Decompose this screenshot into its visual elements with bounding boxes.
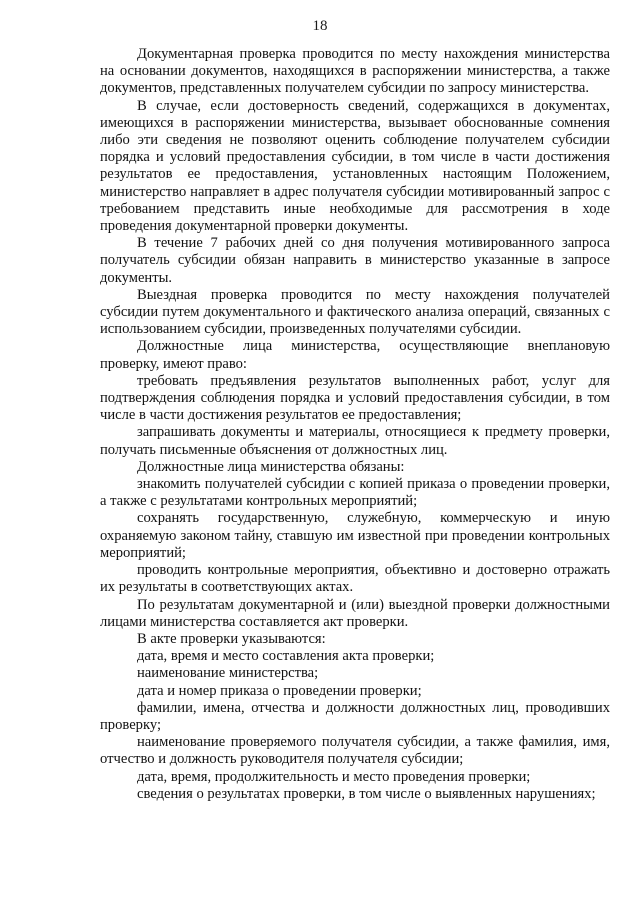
paragraph: проводить контрольные мероприятия, объективно и достоверно отражать их результаты в соответствующих актах. bbox=[100, 562, 610, 596]
document-body bbox=[100, 46, 610, 803]
paragraph: Должностные лица министерства обязаны: bbox=[137, 458, 405, 475]
paragraph: запрашивать документы и материалы, относящиеся к предмету проверки, получать письменные объяснения от должностных лиц. bbox=[100, 424, 610, 458]
paragraph: Должностные лица министерства, осуществляющие внеплановую проверку, имеют право: bbox=[100, 338, 610, 372]
paragraph: В случае, если достоверность сведений, содержащихся в документах, имеющихся в распоряжении министерства, вызывает обоснованные сомнения либо эти сведения не позволяют оценить соблюдение получателем субсидии порядка и условий предоставления субсидии, в том числе в части достижения результатов ее предоставления, установленных настоящим Положением, министерство направляет в адрес получателя субсидии мотивированный запрос с требованием представить иные необходимые для рассмотрения в ходе проведения документарной проверки документы. bbox=[100, 97, 610, 235]
paragraph: В течение 7 рабочих дней со дня получения мотивированного запроса получатель субсидии обязан направить в министерство указанные в запросе документы. bbox=[100, 235, 610, 286]
paragraph: знакомить получателей субсидии с копией приказа о проведении проверки, а также с результатами контрольных мероприятий; bbox=[100, 476, 610, 510]
paragraph: наименование проверяемого получателя субсидии, а также фамилия, имя, отчество и должность руководителя получателя субсидии; bbox=[100, 734, 610, 768]
paragraph: дата, время и место составления акта проверки; bbox=[137, 648, 435, 665]
paragraph: По результатам документарной и (или) выездной проверки должностными лицами министерства составляется акт проверки. bbox=[100, 596, 610, 630]
paragraph: требовать предъявления результатов выполненных работ, услуг для подтверждения соблюдения порядка и условий предоставления субсидии, в том числе в части достижения результатов ее предоставления; bbox=[100, 372, 610, 424]
paragraph: В акте проверки указываются: bbox=[137, 630, 326, 647]
page-number: 18 bbox=[312, 18, 328, 34]
paragraph: Документарная проверка проводится по месту нахождения министерства на основании документов, находящихся в распоряжении министерства, а также документов, представленных получателем субсидии по запросу министерства. bbox=[100, 46, 610, 97]
paragraph: дата, время, продолжительность и место проведения проверки; bbox=[137, 768, 531, 785]
paragraph: наименование министерства; bbox=[137, 665, 319, 682]
paragraph: фамилии, имена, отчества и должности должностных лиц, проводивших проверку; bbox=[100, 699, 610, 733]
paragraph: сохранять государственную, служебную, коммерческую и иную охраняемую законом тайну, ставшую им известной при проведении контрольных мероприятий; bbox=[100, 510, 610, 561]
paragraph: сведения о результатах проверки, в том числе о выявленных нарушениях; bbox=[137, 785, 596, 802]
paragraph: дата и номер приказа о проведении проверки; bbox=[137, 682, 422, 699]
paragraph: Выездная проверка проводится по месту нахождения получателей субсидии путем документального и фактического анализа операций, связанных с использованием субсидии, произведенных получателями субсидии. bbox=[100, 286, 610, 338]
